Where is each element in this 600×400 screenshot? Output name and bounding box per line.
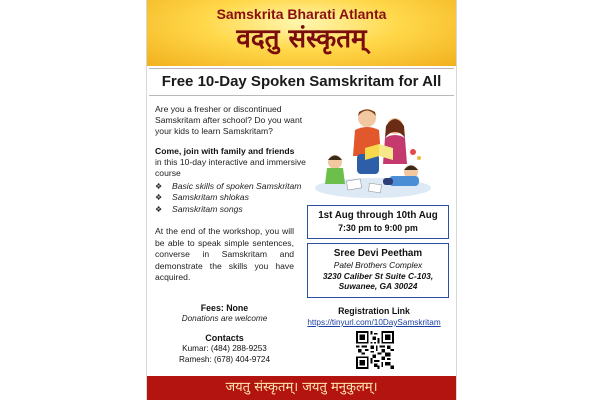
fees-note: Donations are welcome [181,314,268,323]
venue-name: Sree Devi Peetham [333,248,423,259]
contact-ramesh: Ramesh: (678) 404-9724 [178,354,271,364]
invite-text [155,146,315,180]
course-list [155,181,301,215]
schedule-box [307,205,449,239]
header-banner [147,0,456,66]
divider [149,95,454,96]
venue-box [307,243,449,298]
footer-banner: जयतु संस्कृतम्। जयतु मनुकुलम्। [147,376,456,400]
registration-section [292,305,456,328]
intro-text: Are you a fresher or discontinued Samskritam after school? Do you want your kids to learn Samskritam? [155,104,303,137]
fees-section [147,302,302,324]
bullet-icon: ❖ [155,182,163,191]
bullet-icon: ❖ [155,204,163,214]
schedule-time: 7:30 pm to 9:00 pm [338,223,418,233]
list-item: ❖ Basic skills of spoken Samskritam [155,181,302,191]
list-item: ❖ Samskritam songs [155,203,243,214]
headline: Free 10-Day Spoken Samskritam for All [161,73,442,90]
registration-link[interactable]: https://tinyurl.com/10DaySamskritam [307,318,441,327]
divider [149,68,454,69]
contacts-label: Contacts [205,333,244,343]
bullet-icon: ❖ [155,193,163,203]
contacts-section [147,332,302,365]
qr-code[interactable] [356,331,394,369]
registration-label: Registration Link [338,306,410,316]
schedule-dates: 1st Aug through 10th Aug [318,210,438,221]
venue-line1: Patel Brothers Complex [333,260,423,270]
flyer [146,0,457,400]
venue-line3: Suwanee, GA 30024 [338,281,418,291]
devanagari-title: वदतु संस्कृतम् [236,24,367,54]
org-name: Samskrita Bharati Atlanta [216,6,387,22]
fees-label: Fees: None [200,303,249,313]
outcome-text: At the end of the workshop, you will be able to speak simple sentences, converse in Samskritam and demonstrate the skills you have acquired. [155,226,294,283]
invite-rest: in this 10-day interactive and immersive course [155,157,306,179]
invite-bold: Come, join with family and friends [155,146,295,156]
venue-line2: 3230 Caliber St Suite C-103, [322,270,434,281]
family-reading-illustration [313,104,435,200]
contact-kumar: Kumar: (484) 288-9253 [182,344,267,353]
list-item: ❖ Samskritam shlokas [155,192,249,203]
